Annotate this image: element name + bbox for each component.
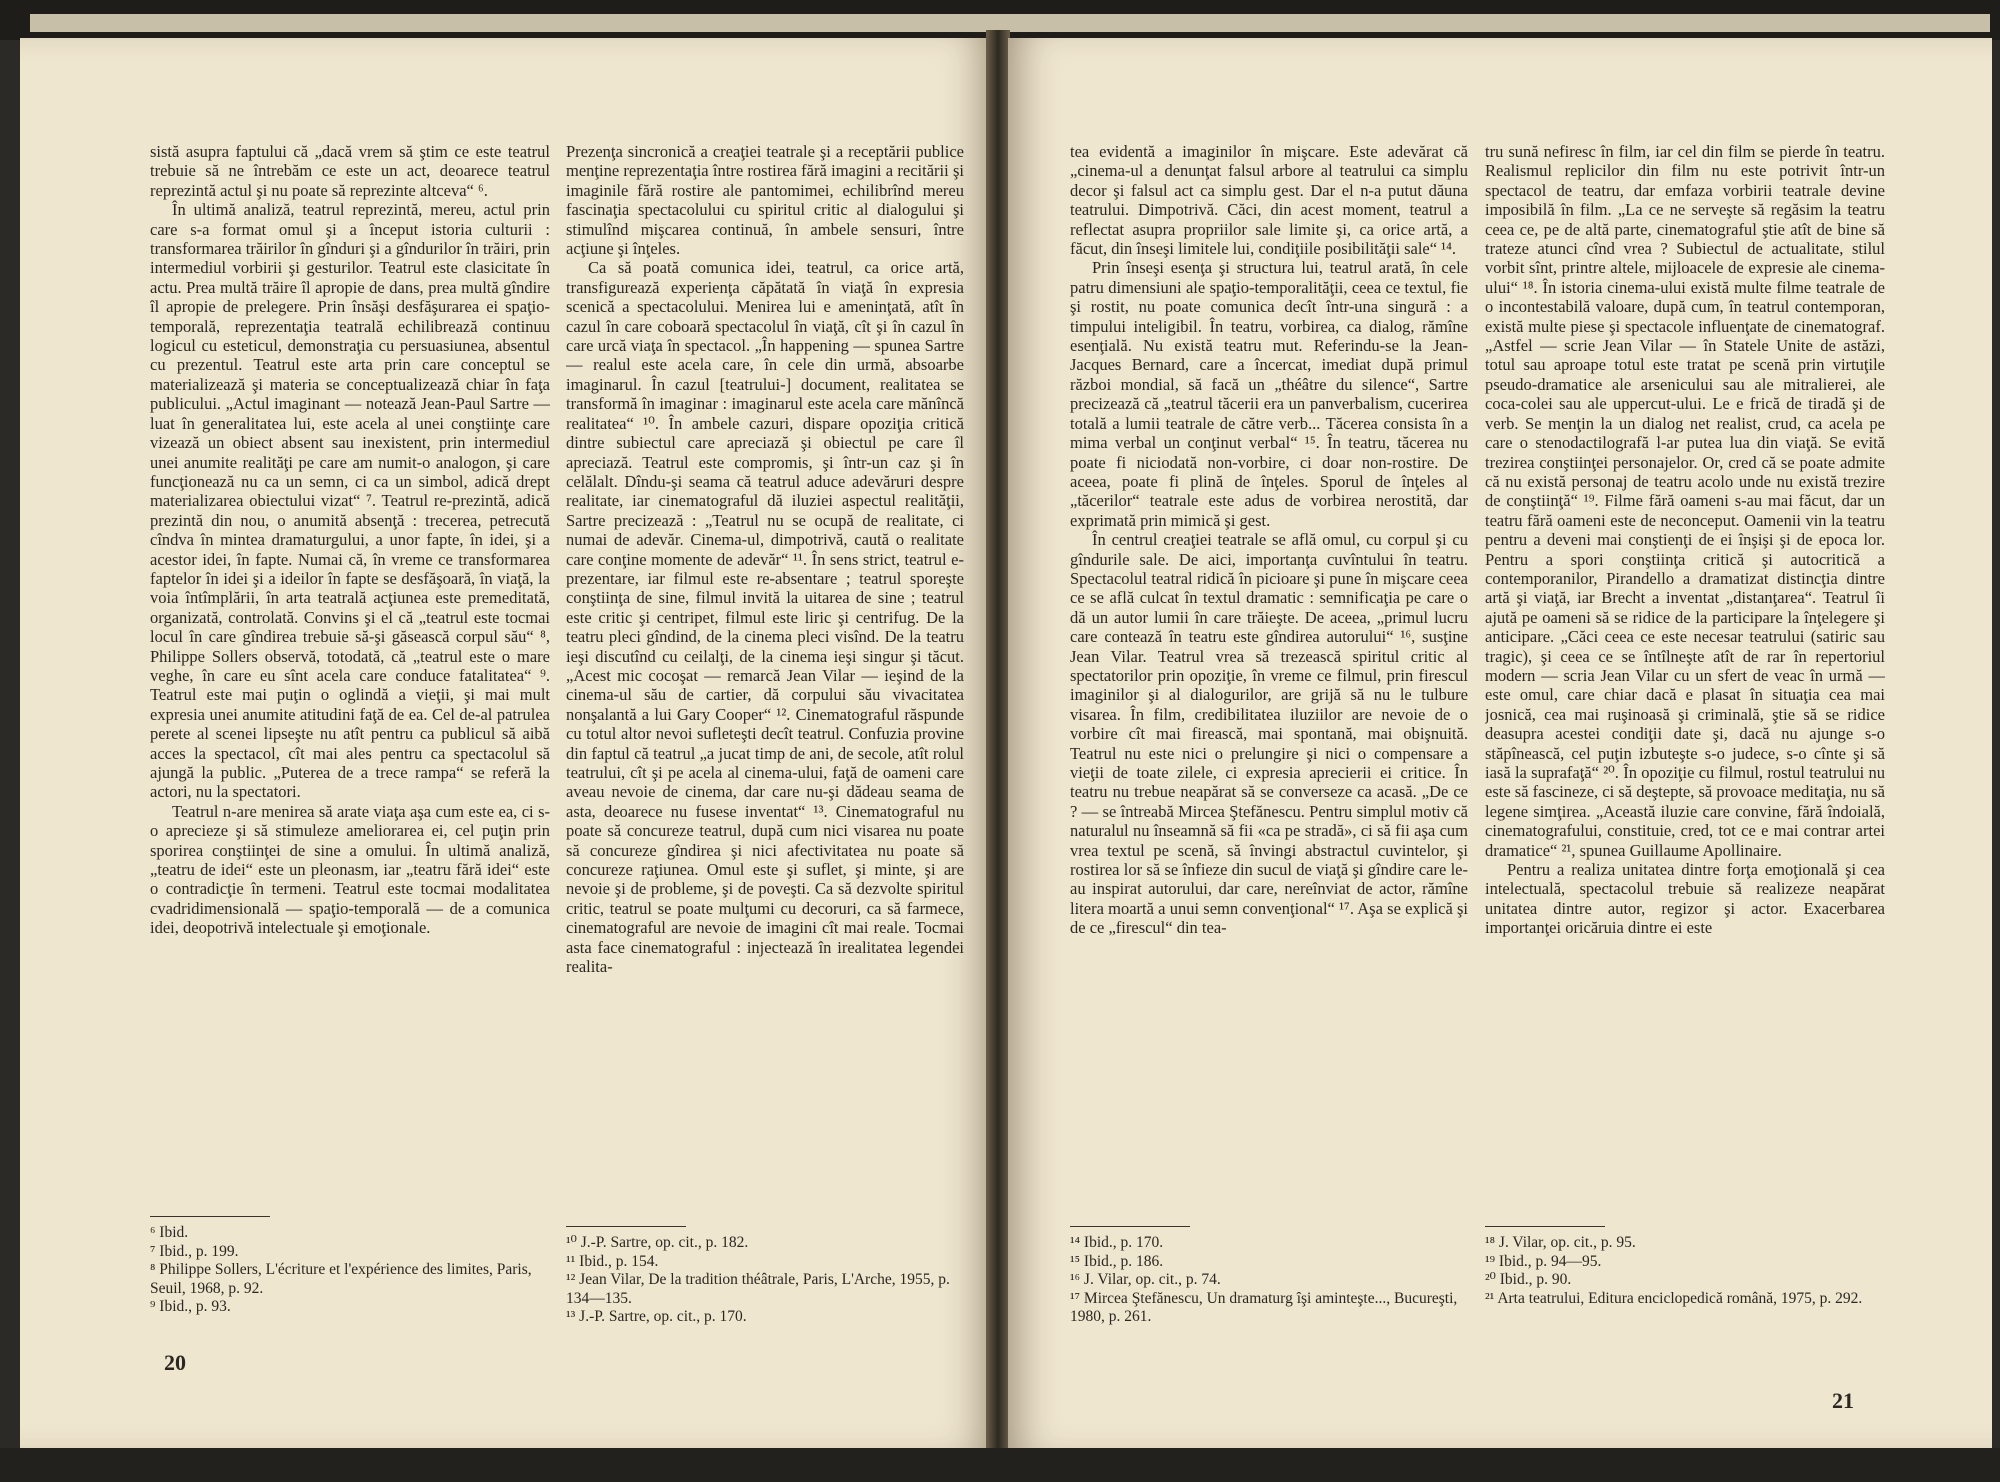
footnote: ¹⁵ Ibid., p. 186.	[1070, 1252, 1164, 1270]
footnote-rule	[1485, 1226, 1605, 1227]
footnote: ¹⁷ Mircea Ştefănescu, Un dramaturg îşi aminteşte..., Bucureşti, 1980, p. 261.	[1070, 1289, 1458, 1326]
footnote: ¹⁶ J. Vilar, op. cit., p. 74.	[1070, 1271, 1221, 1289]
paragraph: Teatrul n-are menirea să arate viaţa aşa cum este ea, ci s-o aprecieze şi să stimuleze ameliorarea ei, cel puţin prin sporirea conştiinţei de sine a omului. În ultimă analiză, „teatru de idei“ este un pleonasm, iar „teatru fără idei“ este o contradicţie în termeni. Teatrul este tocmai modalitatea cvadridimensională — spaţio-temporală — de a comunica idei, deopotrivă intelectuale şi emoţionale.	[150, 801, 550, 938]
left-page-column-1	[150, 142, 550, 1262]
footnote: ⁶ Ibid.	[150, 1224, 189, 1241]
right-footnotes-1	[1070, 1234, 1468, 1327]
footnote: ⁹ Ibid., p. 93.	[150, 1298, 231, 1316]
footnote: ¹² Jean Vilar, De la tradition théâtrale, Paris, L'Arche, 1955, p. 134—135.	[566, 1271, 950, 1307]
paragraph: Prezenţa sincronică a creaţiei teatrale şi a receptării publice menţine reprezentaţia între rostirea fără imagini a recitării şi imaginile fără rostire ale pantomimei, echilibrînd mereu fascinaţia spectacolului cu spiritul critic al dialogului şi stimulînd mişcarea continuă, în ambele sensuri, între acţiune şi înţeles.	[566, 142, 964, 259]
footnote: ⁷ Ibid., p. 199.	[150, 1242, 239, 1260]
left-page	[20, 38, 992, 1448]
footnote-rule	[566, 1226, 686, 1227]
footnote: ¹⁴ Ibid., p. 170.	[1070, 1234, 1164, 1251]
book-spine	[986, 30, 1010, 1460]
page-number: 21	[1832, 1388, 1854, 1413]
right-footnotes-2	[1485, 1234, 1885, 1308]
footnote-rule	[150, 1216, 270, 1217]
page-edge-strip	[30, 14, 1990, 32]
right-page-column-2	[1485, 142, 1885, 1262]
right-page-column-1	[1070, 142, 1468, 1262]
footnote: ¹⁰ J.-P. Sartre, op. cit., p. 182.	[566, 1234, 749, 1251]
footnote: ¹⁸ J. Vilar, op. cit., p. 95.	[1485, 1234, 1636, 1251]
footnote-rule	[1070, 1226, 1190, 1227]
footnote: ¹⁹ Ibid., p. 94—95.	[1485, 1252, 1602, 1270]
paragraph: Ca să poată comunica idei, teatrul, ca orice artă, transfigurează experienţa căpătată în viaţă în expresia scenică a spectacolului. Menirea lui e ameninţată, atît în cazul în care coboară spectacolul în viaţă, cît şi în cazul în care urcă viaţa în spectacol. „În happening — spunea Sartre — realul este acela care, în cele din urmă, absoarbe imaginarul. În cazul [teatrului-] document, realitatea se transformă în imaginar : imaginarul este acela care mănîncă realitatea“ ¹⁰. În ambele cazuri, dispare opoziţia critică dintre subiectul care apreciază şi obiectul pe care îl apreciază. Teatrul este compromis, şi într-un caz şi în celălalt. Dîndu-şi seama că teatrul aduce adevăruri despre realitate, iar cinematograful dă iluziei aspectul realităţii, Sartre precizează : „Teatrul nu se ocupă de realitate, ci numai de adevăr. Cinema-ul, dimpotrivă, caută o realitate care conţine momente de adevăr“ ¹¹. În sens strict, teatrul e-prezentare, iar filmul este re-absentare ; teatrul sporeşte conştiinţa de sine, filmul invită la uitarea de sine ; teatrul este critic şi centripet, filmul este liric şi centrifug. De la teatru pleci gîndind, de la cinema pleci visînd. De la teatru ieşi discutînd cu ceilalţi, de la cinema ieşi singur şi tăcut. „Acest mic cocoşat — remarcă Jean Vilar — ieşind de la cinema-ul său de cartier, dă corpului său vivacitatea nonşalantă a lui Gary Cooper“ ¹². Cinematograful răspunde cu totul altor nevoi sufleteşti decît teatrul. Confuzia provine din faptul că teatrul „a jucat timp de ani, de secole, atît rolul teatrului, cît şi pe acela al cinema-ului, faţă de oameni care aveau nevoie de cinema, dar care nu-şi dădeau seama de asta, deoarece nu fusese inventat“ ¹³. Cinematograful nu poate să concureze teatrul, după cum nici visarea nu poate să concureze gîndirea şi nici afectivitatea nu poate să concureze raţiunea. Omul este şi suflet, şi minte, şi are nevoie şi de probleme, şi de poveşti. Ca să dezvolte spiritul critic, teatrul se poate mulţumi cu decoruri, ca să farmece, cinematograful are nevoie de imagini cît mai reale. Tocmai asta face cinematograful : injectează în irealitatea legendei realita-	[566, 258, 964, 977]
footnote: ²⁰ Ibid., p. 90.	[1485, 1271, 1572, 1289]
left-footnotes-2	[566, 1234, 964, 1327]
footnote: ⁸ Philippe Sollers, L'écriture et l'expérience des limites, Paris, Seuil, 1968, p. 92.	[150, 1261, 532, 1297]
paragraph: Pentru a realiza unitatea dintre forţa emoţională şi cea intelectuală, spectacolul trebuie să realizeze neapărat unitatea dintre autor, regizor şi actor. Exacerbarea importanţei oricăruia dintre ei este	[1485, 860, 1885, 938]
footnote: ²¹ Arta teatrului, Editura enciclopedică română, 1975, p. 292.	[1485, 1289, 1863, 1307]
right-page	[1008, 38, 1992, 1448]
paragraph: În ultimă analiză, teatrul reprezintă, mereu, actul prin care s-a format omul şi a început istoria culturii : transformarea trăirilor în gînduri şi a gîndurilor în trăiri, prin intermediul vorbirii şi gesturilor. Teatrul este clasicitate în actu. Prea multă trăire îl apropie de dans, prea multă gîndire îl apropie de prelegere. Prin însăşi desfăşurarea ei spaţio-temporală, reprezentaţia teatrală echilibrează continuu logicul cu esteticul, demonstraţia cu persuasiunea, absentul cu prezentul. Teatrul este arta prin care conceptul se materializează şi materia se conceptualizează chiar în faţa publicului. „Actul imaginant — notează Jean-Paul Sartre — luat în generalitatea lui, este acela al unei conştiinţe care vizează un obiect absent sau inexistent, prin intermediul unei anumite realităţi pe care am numit-o analogon, şi care funcţionează nu ca un semn, ci ca un simbol, adică drept materializarea obiectului vizat“ ⁷. Teatrul re-prezintă, adică prezintă din nou, o anumită absenţă : trecerea, petrecută cîndva în mintea dramaturgului, a unor fapte, în idei, şi a acestor idei, în fapte. Numai că, în vreme ce transformarea faptelor în idei şi a ideilor în fapte se desfăşoară, în viaţă, la voia întîmplării, în arta teatrală acţiunea este premeditată, organizată, controlată. Convins şi el că „teatrul este tocmai locul în care gîndirea trebuie să-şi găsească corpul său“ ⁸, Philippe Sollers observă, totodată, că „teatrul este o mare veghe, în care eu sînt acela care conduce fatalitatea“ ⁹. Teatrul este mai puţin o oglindă a vieţii, şi mai mult expresia unei anumite atitudini faţă de ea. Cel de-al patrulea perete al scenei lipseşte nu atît pentru ca publicul să aibă acces la spectacol, cît mai ales pentru ca spectacolul să ajungă la public. „Puterea de a trece rampa“ se referă la actori, nu la spectatori.	[150, 200, 550, 802]
left-page-column-2	[566, 142, 964, 1262]
book-bottom-edge	[0, 1448, 2000, 1482]
paragraph: În centrul creaţiei teatrale se află omul, cu corpul şi cu gîndurile sale. De aici, importanţa cuvîntului în teatru. Spectacolul teatral ridică în picioare şi pune în mişcare ceea ce se află culcat în textul dramatic : semnificaţia pe care o dă un autor lumii în care trăieşte. De aceea, „primul lucru care contează în teatru este gîndirea autorului“ ¹⁶, susţine Jean Vilar. Teatrul vrea să trezească spiritul critic al spectatorilor prin opoziţie, în vreme ce filmul, prin firescul imaginilor şi al dialogurilor, are grijă să nu le tulbure visarea. În film, credibilitatea iluziilor are nevoie de o vorbire cît mai firească, mai spontană, mai obişnuită. Teatrul nu este nici o prelungire şi nici o compensare a vieţii de toate zilele, ci expresia aprecierii ei critice. În teatru nu trebue neapărat să se converseze ca acasă. „De ce ? — se întreabă Mircea Ştefănescu. Pentru simplul motiv că naturalul nu înseamnă să fii «ca pe stradă», ci să fii aşa cum vrea textul pe scenă, să învingi abstractul cuvintelor, şi rostirea lor să se înfieze din sucul de viaţă şi gîndire care le-au inspirat autorului, dar care, nereînviat de actor, rămîne litera moartă a unui semn convenţional“ ¹⁷. Aşa se explică şi de ce „firescul“ din tea-	[1070, 530, 1468, 938]
left-footnotes-1	[150, 1224, 550, 1317]
footnote: ¹³ J.-P. Sartre, op. cit., p. 170.	[566, 1308, 747, 1326]
paragraph: Prin înseşi esenţa şi structura lui, teatrul arată, în cele patru dimensiuni ale spaţio-temporalităţii, ceea ce textul, fie şi rostit, nu poate comunica decît într-una singură : a timpului inteligibil. În teatru, vorbirea, ca dialog, rămîne esenţială. Nu există teatru mut. Referindu-se la Jean-Jacques Bernard, care a încercat, imediat după primul război mondial, să facă un „théâtre du silence“, Sartre precizează că „teatrul tăcerii era un panverbalism, cucerirea totală a lumii teatrale de către verb... Tăcerea consista în a mima verbal un conţinut verbal“ ¹⁵. În teatru, tăcerea nu poate fi niciodată non-vorbire, ci doar non-rostire. De aceea, poate fi plină de înţeles. Sporul de înţeles al „tăcerilor“ teatrale este adus de vorbirea nerostită, dar exprimată prin mimică şi gest.	[1070, 258, 1468, 530]
paragraph: tea evidentă a imaginilor în mişcare. Este adevărat că „cinema-ul a denunţat falsul arbore al teatrului ca simplu decor şi falsul act ca simplu gest. Dar el n-a putut dăuna teatrului. Dimpotrivă. Căci, din acest moment, teatrul a reflectat asupra propriilor sale limite şi, ca orice artă, a făcut, din înseşi limitele lui, condiţiile posibilităţii sale“ ¹⁴.	[1070, 142, 1468, 259]
footnote: ¹¹ Ibid., p. 154.	[566, 1252, 659, 1270]
page-number: 20	[164, 1350, 186, 1375]
paragraph: sistă asupra faptului că „dacă vrem să ştim ce este teatrul trebuie să ne întrebăm ce este un act, deoarece teatrul reprezintă actul şi nu poate să reprezinte altceva“ ⁶.	[150, 142, 550, 200]
paragraph: tru sună nefiresc în film, iar cel din film se pierde în teatru. Realismul replicilor din film nu este potrivit într-un spectacol de teatru, dar emfaza vorbirii teatrale devine imposibilă în film. „La ce ne serveşte să regăsim la teatru ceea ce, pe de altă parte, cinematograful ştie atît de bine să trateze atunci cînd vrea ? Subiectul de actualitate, stilul vorbit sînt, printre altele, mijloacele de expresie ale cinema-ului“ ¹⁸. În istoria cinema-ului există multe filme teatrale de o incontestabilă valoare, după cum, în teatrul contemporan, există multe piese şi spectacole influenţate de cinematograf. „Astfel — scrie Jean Vilar — în Statele Unite de astăzi, totul sau aproape totul este tratat pe scenă prin virtuţile pseudo-dramatice ale arsenicului sau ale mitralierei, ale coca-colei sau ale uppercut-ului. Le e frică de tiradă şi de verb. Se menţin la un dialog net realist, crud, ca acela pe care o stenodactilografă l-ar putea lua din viaţă. Se evită trezirea conştiinţei personajelor. Or, cred că se poate admite că nu există personaj de teatru acolo unde nu există trezire de conştiinţă“ ¹⁹. Filme fără oameni s-au mai făcut, dar un teatru fără oameni este de neconceput. Oamenii vin la teatru pentru a deveni mai conştienţi de ei înşişi şi de epoca lor. Pentru a spori conştiinţa critică şi autocritică a contemporanilor, Pirandello a dramatizat distincţia dintre artă şi viaţă, iar Brecht a inventat „distanţarea“. Teatrul îi ajută pe oameni să se ridice de la participare la înţelegere şi anticipare. „Căci ceea ce este necesar teatrului (satiric sau tragic), şi ceea ce se întîlneşte atît de rar în repertoriul modern — scria Jean Vilar cu un sfert de veac în urmă — este omul, care chiar dacă e plasat în situaţia cea mai josnică, cea mai ruşinoasă şi criminală, ştie să se ridice deasupra acestei condiţii date şi, dacă nu ajunge s-o stăpînească, cel puţin izbuteşte s-o judece, s-o cînte şi să iasă la suprafaţă“ ²⁰. În opoziţie cu filmul, rostul teatrului nu este să fascineze, ci să deştepte, să provoace meditaţia, nu să legene simţirea. „Această iluzie care convine, fără îndoială, cinematografului, constituie, cred, tot ce e mai contrar artei dramatice“ ²¹, spunea Guillaume Apollinaire.	[1485, 142, 1885, 860]
